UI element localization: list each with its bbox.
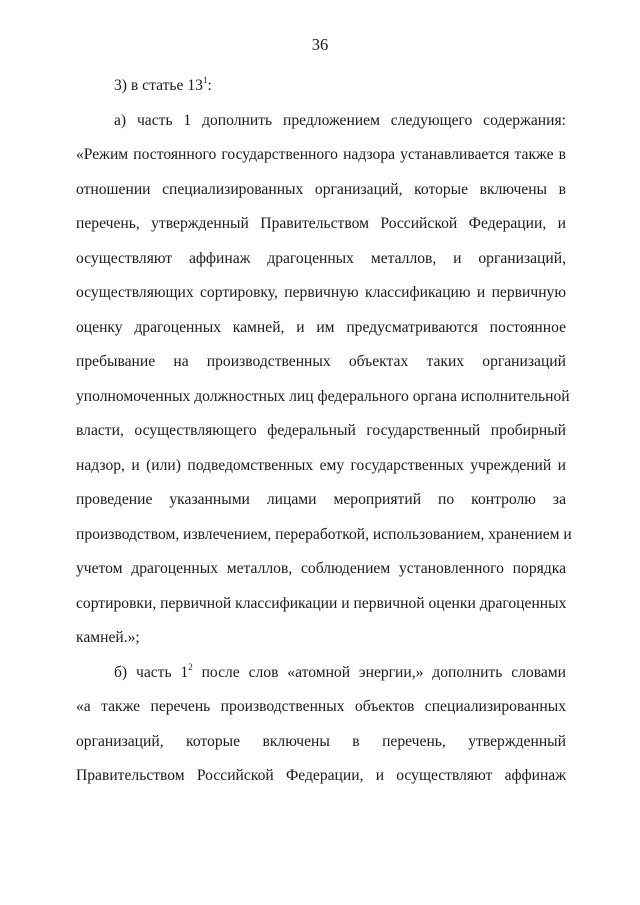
- paragraph-line: производством, извлечением, переработкой, использованием, хранением и: [76, 525, 572, 543]
- paragraph-b-suffix: после слов «атомной энергии,» дополнить словами: [192, 663, 566, 681]
- page-number: 36: [311, 35, 329, 54]
- paragraph-line: камней.»;: [76, 629, 140, 646]
- paragraph-line: пребывание на производственных объектах таких организаций: [76, 353, 566, 370]
- paragraph-b-prefix: б) часть 1: [114, 663, 189, 681]
- paragraph-line: надзор, и (или) подведомственных ему государственных учреждений и: [76, 456, 566, 474]
- paragraph-line: Правительством Российской Федерации, и осуществляют аффинаж: [76, 767, 566, 784]
- paragraph-line: перечень, утвержденный Правительством Российской Федерации, и: [76, 215, 566, 232]
- paragraph-b: [76, 656, 566, 794]
- paragraph-line: проведение указанными лицами мероприятий по контролю за: [76, 491, 566, 508]
- heading-prefix: 3) в статье 13: [114, 77, 203, 94]
- heading-superscript: 1: [202, 75, 208, 85]
- paragraph-line: власти, осуществляющего федеральный государственный пробирный: [76, 422, 566, 439]
- paragraph-line: уполномоченных должностных лиц федерального органа исполнительной: [76, 387, 570, 405]
- paragraph-line: «Режим постоянного государственного надзора устанавливается также в: [76, 146, 566, 163]
- paragraph-a: [76, 104, 572, 656]
- paragraph-b-first-line: [76, 656, 566, 691]
- paragraph-line: учетом драгоценных металлов, соблюдением установленного порядка: [76, 560, 566, 577]
- document-body: [76, 69, 572, 794]
- paragraph-line: оценку драгоценных камней, и им предусматриваются постоянное: [76, 318, 566, 336]
- paragraph-line: «а также перечень производственных объектов специализированных: [76, 698, 566, 715]
- heading-suffix: :: [207, 77, 212, 94]
- paragraph-line: организаций, которые включены в перечень, утвержденный: [76, 732, 566, 750]
- paragraph-b-superscript: 2: [188, 661, 193, 672]
- paragraph-line: отношении специализированных организаций, которые включены в: [76, 180, 566, 198]
- section-heading: [76, 69, 566, 104]
- paragraph-line: осуществляющих сортировку, первичную классификацию и первичную: [76, 284, 566, 301]
- paragraph-line: а) часть 1 дополнить предложением следующего содержания:: [114, 111, 566, 129]
- paragraph-line: осуществляют аффинаж драгоценных металлов, и организаций,: [76, 249, 566, 267]
- paragraph-line: сортировки, первичной классификации и первичной оценки драгоценных: [76, 594, 567, 612]
